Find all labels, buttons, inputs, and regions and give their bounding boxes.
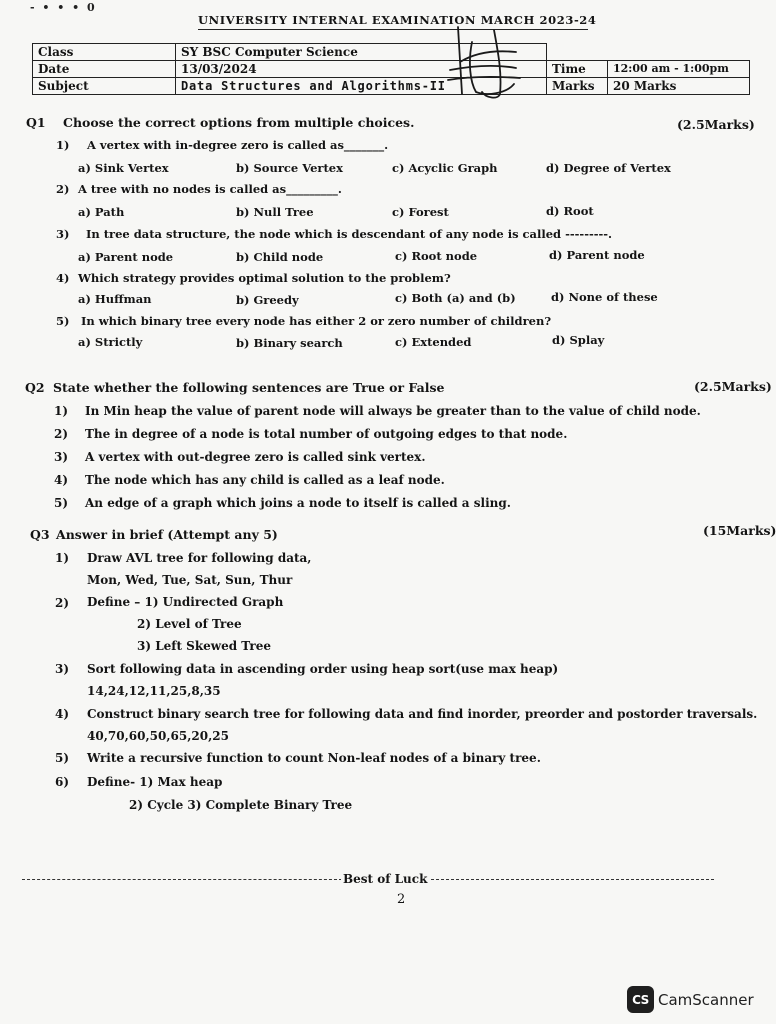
q1-marks: (2.5Marks): [677, 117, 755, 132]
q3-line: 2) Level of Tree: [137, 617, 242, 631]
q2-statement: In Min heap the value of parent node will always be greater than to the value of child node.: [85, 404, 701, 418]
q3-title: Answer in brief (Attempt any 5): [56, 527, 278, 542]
date-row: [33, 61, 750, 78]
camscanner-logo-icon: CS: [627, 986, 654, 1013]
q3-line: 14,24,12,11,25,8,35: [87, 684, 221, 698]
q2-item-number: 4): [54, 473, 69, 487]
option-c: c) Both (a) and (b): [395, 291, 516, 305]
class-value: SY BSC Computer Science: [176, 44, 547, 61]
time-label: Time: [547, 61, 608, 78]
q3-line: Define – 1) Undirected Graph: [87, 595, 284, 609]
q2-item-number: 1): [54, 404, 69, 418]
q3-item-number: 5): [55, 751, 70, 765]
q1-title: Choose the correct options from multiple choices.: [63, 115, 415, 130]
q2-statement: An edge of a graph which joins a node to itself is called a sling.: [85, 496, 511, 510]
q2-statement: The node which has any child is called as a leaf node.: [85, 473, 445, 487]
footer-rule-left: [22, 879, 342, 880]
q1-question: A tree with no nodes is called as_________.: [78, 182, 342, 196]
option-b: b) Source Vertex: [236, 161, 343, 175]
q1-question: Which strategy provides optimal solution to the problem?: [78, 271, 451, 285]
page-number: 2: [397, 892, 406, 907]
q2-item-number: 3): [54, 450, 69, 464]
camscanner-watermark: [627, 986, 754, 1013]
q1-number: Q1: [26, 115, 46, 130]
q1-item-number: 2): [56, 182, 70, 196]
option-a: a) Strictly: [78, 335, 143, 349]
marks-value: 20 Marks: [608, 78, 750, 95]
option-a: a) Sink Vertex: [78, 161, 169, 175]
q3-item-number: 3): [55, 662, 70, 676]
q1-question: In tree data structure, the node which is descendant of any node is called ---------.: [86, 227, 613, 241]
signature-scribble: [436, 22, 526, 102]
q3-item-number: 4): [55, 707, 70, 721]
q3-line: 3) Left Skewed Tree: [137, 639, 271, 653]
q3-item-number: 6): [55, 775, 70, 789]
option-b: b) Binary search: [236, 336, 343, 350]
option-c: c) Extended: [395, 335, 472, 349]
q3-number: Q3: [30, 527, 50, 542]
option-a: a) Parent node: [78, 250, 174, 264]
q2-item-number: 2): [54, 427, 69, 441]
q3-line: Mon, Wed, Tue, Sat, Sun, Thur: [87, 573, 293, 587]
subject-row: [33, 78, 750, 95]
camscanner-name: CamScanner: [658, 990, 754, 1009]
exam-title: UNIVERSITY INTERNAL EXAMINATION MARCH 2023-24: [198, 13, 597, 27]
date-value: 13/03/2024: [176, 61, 547, 78]
option-d: d) Splay: [552, 333, 605, 347]
q2-item-number: 5): [54, 496, 69, 510]
q1-question: In which binary tree every node has either 2 or zero number of children?: [81, 314, 552, 328]
option-b: b) Child node: [236, 250, 324, 264]
best-of-luck: Best of Luck: [343, 872, 428, 886]
q3-line: Define- 1) Max heap: [87, 775, 223, 789]
option-d: d) Parent node: [549, 248, 645, 262]
q2-title: State whether the following sentences are True or False: [53, 380, 445, 395]
q3-line: Construct binary search tree for following data and find inorder, preorder and postorder traversals.: [87, 707, 758, 721]
option-b: b) Greedy: [236, 293, 299, 307]
option-a: a) Path: [78, 205, 125, 219]
marks-label: Marks: [547, 78, 608, 95]
option-b: b) Null Tree: [236, 205, 314, 219]
q1-item-number: 5): [56, 314, 70, 328]
q1-question: A vertex with in-degree zero is called as_______.: [87, 138, 389, 152]
q3-item-number: 2): [55, 596, 70, 610]
subject-label: Subject: [33, 78, 176, 95]
title-underline: [198, 29, 588, 30]
option-c: c) Forest: [392, 205, 449, 219]
class-row: [33, 44, 750, 61]
date-label: Date: [33, 61, 176, 78]
q2-statement: The in degree of a node is total number of outgoing edges to that node.: [85, 427, 568, 441]
exam-info-table: [32, 43, 750, 95]
q3-item-number: 1): [55, 551, 70, 565]
option-d: d) Root: [546, 204, 594, 218]
empty-cell: [547, 44, 750, 61]
class-label: Class: [33, 44, 176, 61]
subject-value: Data Structures and Algorithms-II: [176, 78, 547, 95]
footer-rule-right: [416, 879, 714, 880]
option-c: c) Acyclic Graph: [392, 161, 498, 175]
option-d: d) Degree of Vertex: [546, 161, 671, 175]
q2-statement: A vertex with out-degree zero is called sink vertex.: [85, 450, 426, 464]
q2-number: Q2: [25, 380, 45, 395]
option-d: d) None of these: [551, 290, 658, 304]
scan-artifact: - • • • 0: [30, 1, 97, 14]
q3-line: Draw AVL tree for following data,: [87, 551, 312, 565]
q2-marks: (2.5Marks): [694, 379, 772, 394]
q3-line: 40,70,60,50,65,20,25: [87, 729, 229, 743]
q3-marks: (15Marks): [703, 523, 776, 538]
q1-item-number: 3): [56, 227, 70, 241]
q3-line: Write a recursive function to count Non-leaf nodes of a binary tree.: [87, 751, 541, 765]
q3-line: 2) Cycle 3) Complete Binary Tree: [129, 798, 353, 812]
option-c: c) Root node: [395, 249, 478, 263]
q1-item-number: 1): [56, 138, 70, 152]
time-value: 12:00 am - 1:00pm: [608, 61, 750, 78]
q1-item-number: 4): [56, 271, 70, 285]
q3-line: Sort following data in ascending order using heap sort(use max heap): [87, 662, 559, 676]
option-a: a) Huffman: [78, 292, 152, 306]
